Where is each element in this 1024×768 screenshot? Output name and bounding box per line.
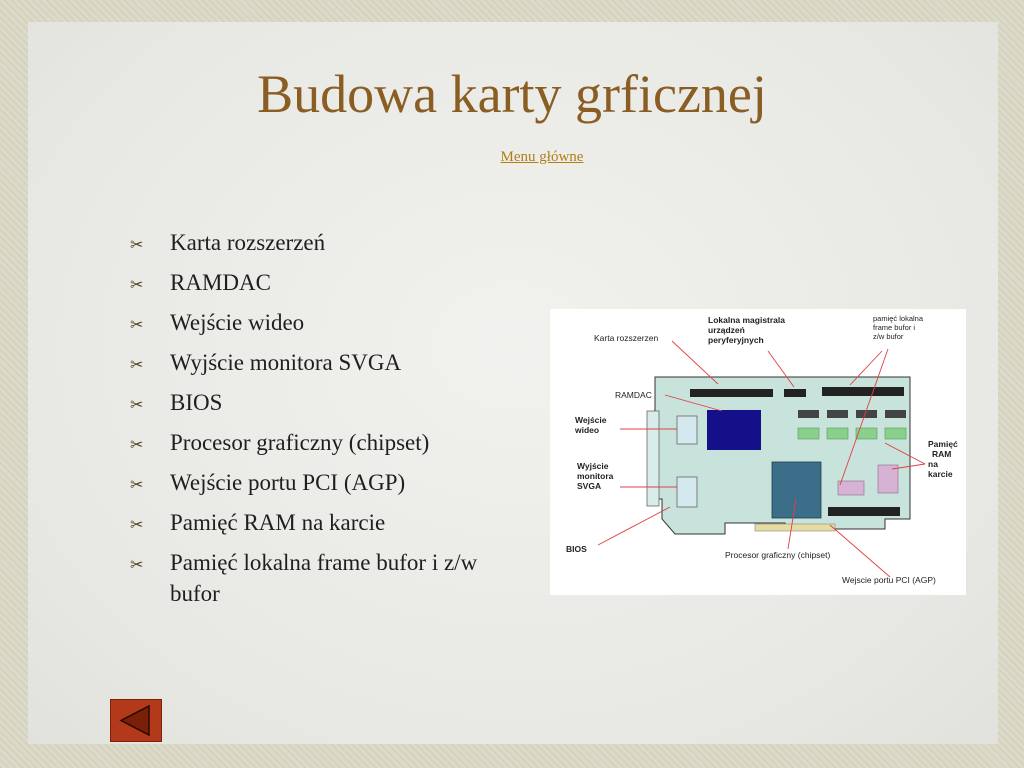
label-pamiec-ram: RAM	[932, 449, 952, 459]
pci-edge-connector	[755, 524, 835, 531]
list-item: ✂ Wejście portu PCI (AGP)	[130, 467, 520, 501]
list-item: ✂ Procesor graficzny (chipset)	[130, 427, 520, 461]
main-menu-link[interactable]: Menu główne	[500, 149, 584, 165]
header-strip	[822, 387, 904, 396]
label-pamiec-ram: na	[928, 459, 938, 469]
svga-output-port	[677, 477, 697, 507]
scroll-bullet-icon: ✂	[130, 437, 144, 454]
ram-chip	[827, 428, 848, 439]
scroll-bullet-icon: ✂	[130, 357, 144, 374]
left-triangle-icon	[111, 700, 161, 741]
label-karta-rozszerzen: Karta rozszerzen	[594, 333, 659, 343]
header-strip	[690, 389, 773, 397]
slide-title: Budowa karty grficznej	[257, 64, 767, 124]
chipset-chip	[772, 462, 821, 518]
label-pci: Wejscie portu PCI (AGP)	[842, 575, 936, 585]
label-ramdac: RAMDAC	[615, 390, 652, 400]
label-procesor: Procesor graficzny (chipset)	[725, 550, 831, 560]
local-memory-chip	[878, 465, 898, 493]
header-strip	[828, 507, 900, 516]
label-bios: BIOS	[566, 544, 587, 554]
list-item: ✂ RAMDAC	[130, 267, 520, 301]
list-item: ✂ Wejście wideo	[130, 307, 520, 341]
card-bracket	[647, 411, 659, 506]
list-item: ✂ Karta rozszerzeń	[130, 227, 520, 261]
scroll-bullet-icon: ✂	[130, 557, 144, 574]
list-item: ✂ Pamięć lokalna frame bufor i z/w bufor	[130, 547, 520, 609]
scroll-bullet-icon: ✂	[130, 237, 144, 254]
ram-chip	[885, 428, 906, 439]
label-pamiec-ram: karcie	[928, 469, 953, 479]
label-pamiec-lokalna: pamięć lokalna	[873, 314, 924, 323]
label-lokalna-magistrala: urządzeń	[708, 325, 745, 335]
video-input-port	[677, 416, 697, 444]
label-wyjscie-svga: monitora	[577, 471, 614, 481]
label-wejscie-wideo: wideo	[575, 425, 600, 435]
scroll-bullet-icon: ✂	[130, 317, 144, 334]
label-pamiec-lokalna: z/w bufor	[873, 332, 904, 341]
scroll-bullet-icon: ✂	[130, 477, 144, 494]
list-item: ✂ BIOS	[130, 387, 520, 421]
scroll-bullet-icon: ✂	[130, 517, 144, 534]
memory-chip	[827, 410, 848, 418]
label-lokalna-magistrala: Lokalna magistrala	[708, 315, 786, 325]
scroll-bullet-icon: ✂	[130, 397, 144, 414]
graphics-card-diagram	[550, 309, 966, 595]
header-strip	[784, 389, 806, 397]
label-wejscie-wideo: Wejście	[575, 415, 607, 425]
scroll-bullet-icon: ✂	[130, 277, 144, 294]
ramdac-chip	[707, 410, 761, 450]
frame-buffer-chip	[838, 481, 864, 495]
diagram-svg	[550, 309, 966, 595]
memory-chip	[798, 410, 819, 418]
list-item: ✂ Wyjście monitora SVGA	[130, 347, 520, 381]
label-lokalna-magistrala: peryferyjnych	[708, 335, 764, 345]
bullet-list	[130, 227, 520, 615]
back-button[interactable]	[110, 699, 162, 742]
memory-chip	[885, 410, 906, 418]
ram-chip	[798, 428, 819, 439]
label-wyjscie-svga: Wyjście	[577, 461, 609, 471]
label-wyjscie-svga: SVGA	[577, 481, 602, 491]
label-pamiec-ram: Pamięć	[928, 439, 958, 449]
menu-link-area	[0, 149, 1024, 166]
list-item: ✂ Pamięć RAM na karcie	[130, 507, 520, 541]
label-pamiec-lokalna: frame bufor i	[873, 323, 916, 332]
